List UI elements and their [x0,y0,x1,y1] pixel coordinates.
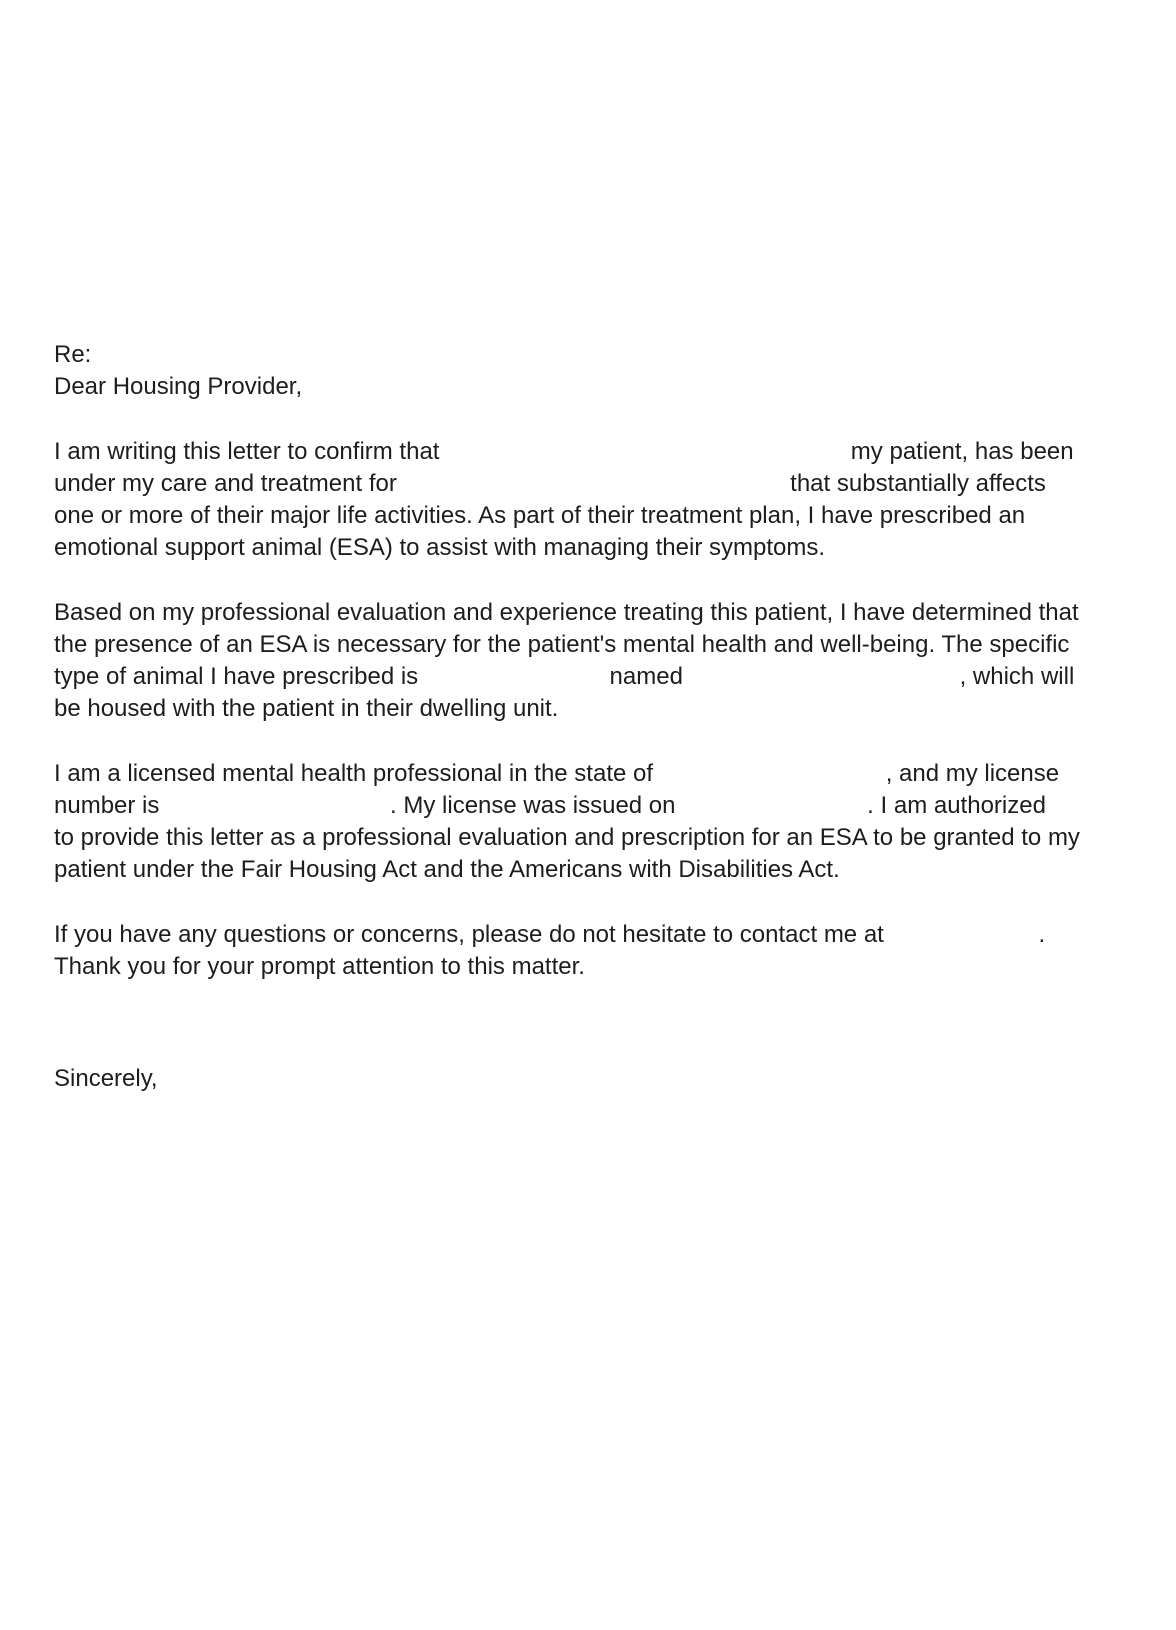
text-run: be housed with the patient in their dwelling unit. [54,695,559,722]
letter-line [54,822,1126,854]
license-issue-date-blank-field [682,811,867,813]
text-run: to provide this letter as a professional evaluation and prescription for an ESA to be granted to my [54,824,1080,851]
text-run: I am a licensed mental health professional in the state of [54,760,660,787]
letter-line [54,500,1126,532]
text-run: Based on my professional evaluation and experience treating this patient, I have determined that [54,599,1079,626]
patient-name-blank-field [446,457,844,459]
text-run: I am writing this letter to confirm that [54,438,447,465]
text-run: If you have any questions or concerns, please do not hesitate to contact me at [54,921,891,948]
text-run: the presence of an ESA is necessary for the patient's mental health and well-being. The specific [54,631,1070,658]
letter-paragraphs [54,436,1126,983]
text-run: . [1038,921,1046,948]
text-run: , which will [959,663,1075,690]
letter-paragraph [54,436,1126,564]
letter-paragraph [54,597,1126,725]
letter-line [54,854,1126,886]
letter-line [54,758,1126,790]
text-run: patient under the Fair Housing Act and the Americans with Disabilities Act. [54,856,840,883]
license-number-blank-field [166,811,390,813]
letter-line [54,790,1126,822]
text-run: that substantially affects [783,470,1046,497]
text-run: Thank you for your prompt attention to this matter. [54,953,585,980]
letter-paragraph [54,758,1126,886]
text-run: . I am authorized [867,792,1046,819]
letter-line [54,468,1126,500]
closing-line: Sincerely, [54,1065,158,1092]
text-run: type of animal I have prescribed is [54,663,425,690]
text-run: emotional support animal (ESA) to assist with managing their symptoms. [54,534,825,561]
text-run: one or more of their major life activities. As part of their treatment plan, I have prescribed an [54,502,1026,529]
letter-line [54,532,1126,564]
animal-name-blank-field [690,682,960,684]
letter-line [54,919,1126,951]
text-run: . My license was issued on [390,792,683,819]
letter-line [54,436,1126,468]
text-run: my patient, has been [844,438,1074,465]
letter-header-block [54,339,1126,403]
letter-document [54,339,1126,1095]
text-run: number is [54,792,167,819]
letter-line [54,629,1126,661]
letter-line [54,693,1126,725]
letter-line [54,597,1126,629]
salutation: Dear Housing Provider, [54,373,303,400]
condition-blank-field [404,489,784,491]
letter-line [54,661,1126,693]
text-run: named [602,663,690,690]
text-run: , and my license [885,760,1060,787]
re-line: Re: [54,341,92,368]
letter-paragraph [54,919,1126,983]
animal-type-blank-field [425,682,603,684]
letter-line [54,951,1126,983]
state-blank-field [660,779,886,781]
text-run: under my care and treatment for [54,470,404,497]
contact-info-blank-field [891,940,1039,942]
